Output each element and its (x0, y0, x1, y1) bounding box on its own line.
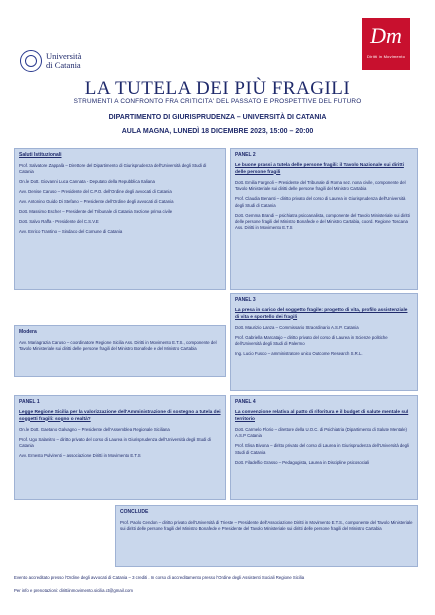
speaker: Avv. Antonino Guido Di Stefano – Presidente dell'Ordine degli avvocati di Catania (19, 199, 174, 205)
modera-title: Modera (19, 329, 37, 335)
panel-3-topic: La presa in carico del soggetto fragile: progetto di vita, profilo assistenziale di vita e sportello dei fragili (235, 308, 408, 320)
university-seal-icon (20, 50, 42, 72)
speaker: Prof. Paolo Cendon – diritto privato dell'Università di Trieste – Presidente dell'Associazione Diritti in Movimento E.T.S., componente del Tavolo Ministeriale sui diritti delle persone fragili del Ministro Bonafede e Presidente del Tavolo Ministeriale sui diritti delle persone fragili del Ministro Cartabia (120, 520, 413, 532)
panel-3-box (230, 293, 418, 391)
speaker: Dott. Filadelfio Grasso – Pedagogista, Laurea in Discipline psicosociali (235, 459, 370, 465)
speaker: Avv. Ernesto Pulvirenti – associazione Diritti in Movimento E.T.S (19, 453, 141, 459)
university-logo (20, 50, 81, 72)
modera-box (14, 325, 226, 377)
panel-4-title: PANEL 4 (235, 399, 256, 405)
panel-1-box (14, 395, 226, 500)
dm-logo-mark: Dm (370, 23, 402, 48)
speaker: Prof. Claudia Benanti – diritto privato del corso di Laurea in Giurisprudenza dell'Università degli Studi di Catania (235, 196, 406, 208)
panel-2-box (230, 148, 418, 290)
speaker: Avv. Mariagrazia Caruso – coordinatore Regione Sicilia Ass. Diritti in Movimento E.T.S., componente del Tavolo Ministeriale sui diritti delle persone fragili del Ministro Bonafede e del Ministro Cartabia (19, 340, 217, 352)
conclude-title: CONCLUDE (120, 509, 149, 515)
speaker: Prof. Salvatore Zappalà – Direttore del Dipartimento di Giurisprudenza dell'Università degli Studi di Catania (19, 163, 207, 175)
speaker: Dott. Gemma Brandi – psichiatra psicoanalista, componente del Tavolo Ministeriale sui diritti delle persone fragili del Ministro Bonafede e del Ministro Cartabia, coord. Regione Toscana Ass. Diritti in Movimento E.T.S (235, 212, 410, 231)
page-title: LA TUTELA DEI PIÙ FRAGILI (84, 78, 351, 99)
speaker: Prof. Elisa Bivona – diritto privato del corso di Laurea in Giurisprudenza dell'Università degli Studi di Catania (235, 443, 409, 455)
dm-logo-subtitle: Diritti in Movimento (366, 54, 405, 59)
panel-3-title: PANEL 3 (235, 297, 256, 303)
venue-date: AULA MAGNA, LUNEDÌ 18 DICEMBRE 2023, 15:00 – 20:00 (121, 128, 314, 135)
speaker: Dott. Emilia Fargnoli – Presidente del Tribunale di Roma sez. nona civile, componente del Tavolo Ministeriale sui diritti delle persone fragili del Ministro Cartabia (235, 180, 406, 192)
panel-2-title: PANEL 2 (235, 152, 256, 158)
saluti-box (14, 148, 226, 290)
speaker: Dott. Salvo Raffa - Presidente del C.S.V.E (19, 218, 99, 224)
page-subtitle: STRUMENTI A CONFRONTO FRA CRITICITA' DEL PASSATO E PROSPETTIVE DEL FUTURO (73, 98, 362, 105)
panel-1-topic: Legge Regione Sicilia per la valorizzazione dell'Amministrazione di sostegno a tutela dei soggetti fragili: sogno o realtà? (19, 410, 221, 422)
speaker: Ing. Lucio Fusco – amministratore unico Outcome Research S.R.L. (235, 351, 363, 357)
panel-1-title: PANEL 1 (19, 399, 40, 405)
panel-4-topic: La convenzione relativa al patto di riforitura e il budget di salute mentale sul territorio (235, 410, 409, 422)
saluti-title: Saluti Istituzionali (19, 152, 62, 158)
university-name: Università di Catania (46, 51, 82, 70)
department-heading: DIPARTIMENTO DI GIURISPRUDENZA – UNIVERSITÀ DI CATANIA (108, 114, 327, 121)
speaker: Avv. Enrico Trantino – Sindaco del Comune di Catania (19, 228, 123, 234)
speaker: Prof. Ugo Salanitro – diritto privato del corso di Laurea in Giurisprudenza dell'Università degli Studi di Catania (19, 436, 211, 449)
speaker: On.le Dott. Giovanni Luca Cannata - Deputato della Repubblica Italiana (19, 179, 155, 185)
speaker: Dott. Massimo Escher – Presidente del Tribunale di Catania Sezione prima civile (19, 209, 173, 215)
accreditation-note: Evento accreditato presso l'Ordine degli avvocati di Catania – 3 crediti . In corso di accreditamento presso l'Ordine degli Assistenti Sociali Regione Sicilia (14, 575, 305, 580)
conclude-box (115, 505, 418, 567)
dm-logo (362, 18, 410, 70)
speaker: Dott. Maurizio Lanza – Commissario Straordinario A.S.P. Catania (235, 325, 359, 330)
panel-2-topic: Le buone prassi a tutela delle persone fragili: il Tavolo Nazionale sui diritti delle persone fragili (235, 163, 404, 175)
panel-4-box (230, 395, 418, 500)
speaker: Dott. Carmelo Florio – direttore della U.O.C. di Psichiatria (Dipartimento di Salute Mentale) A.S.P Catania (235, 427, 407, 439)
speaker: On.le Dott. Gaetano Galvagno – Presidente dell'Assemblea Regionale Siciliana (19, 427, 170, 432)
speaker: Prof. Gabriella Marcatajo – diritto privato del corso di Laurea in Scienze politiche dell'Università degli Studi di Palermo (235, 334, 388, 347)
speaker: Avv. Denise Caruso – Presidente del C.P.O. dell'Ordine degli avvocati di Catania (19, 189, 172, 195)
contact-info: Per info e prenotazioni: dirittiinmovimento.sicilia.ct@gmail.com (14, 588, 133, 593)
